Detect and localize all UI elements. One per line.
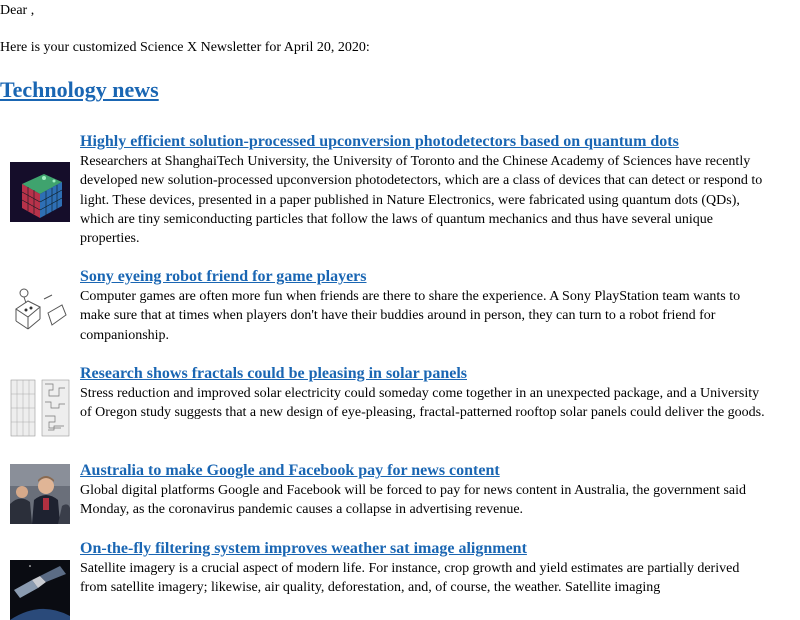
article-summary: Global digital platforms Google and Facebook will be forced to pay for news content in Australia, the government said Monday, as the coronavirus pandemic causes a collapse in advertising revenue. (80, 483, 746, 518)
article-title-link[interactable]: Sony eyeing robot friend for game players (80, 268, 367, 285)
article-summary: Researchers at ShanghaiTech University, the University of Toronto and the Chinese Academy of Sciences have recently developed new solution-processed upconversion photodetectors, which are a class of devices that can detect or respond to light. These devices, presented in a paper published in Nature Electronics, were fabricated using quantum dots (QDs), which are tiny semiconducting particles that follow the laws of quantum mechanics and thus have several unique properties. (80, 154, 763, 247)
quantum-dot-grid-image[interactable] (10, 162, 70, 222)
article-summary: Satellite imagery is a crucial aspect of modern life. For instance, crop growth and yield estimates are partially derived from satellite imagery; likewise, air quality, deforestation, and, of course, the weather. Satellite imaging (80, 561, 740, 596)
intro-text: Here is your customized Science X Newsletter for April 20, 2020: (0, 40, 370, 55)
article-title-link[interactable]: On-the-fly filtering system improves weather sat image alignment (80, 540, 527, 557)
article-title-link[interactable]: Highly efficient solution-processed upconversion photodetectors based on quantum dots (80, 133, 679, 150)
section-title-link[interactable]: Technology news (0, 77, 159, 102)
satellite-image[interactable] (10, 560, 70, 620)
article-title-link[interactable]: Australia to make Google and Facebook pay for news content (80, 462, 500, 479)
fractal-panel-image[interactable] (10, 378, 70, 438)
press-conference-photo[interactable] (10, 464, 70, 524)
article-summary: Computer games are often more fun when friends are there to share the experience. A Sony PlayStation team wants to make sure that at times when players don't have their buddies around in person, they can turn to a robot friend for companionship. (80, 289, 741, 343)
greeting: Dear , (0, 3, 35, 18)
robot-sketch-image[interactable] (10, 279, 70, 339)
article-title-link[interactable]: Research shows fractals could be pleasing in solar panels (80, 365, 467, 382)
article-summary: Stress reduction and improved solar electricity could someday come together in an unexpected package, and a University of Oregon study suggests that a new design of eye-pleasing, fractal-patterned rooftop solar panels could deliver the goods. (80, 386, 765, 421)
